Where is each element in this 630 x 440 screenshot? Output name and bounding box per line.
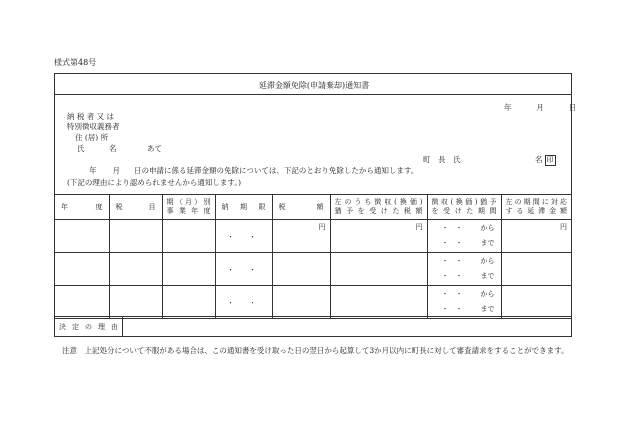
cell-period[interactable] xyxy=(162,253,215,286)
table-row xyxy=(55,220,571,253)
note-text: 上記処分について不服がある場合は、この通知書を受け取った日の翌日から起算して3か月以内に町長に対して審査請求をすることができます。 xyxy=(84,346,569,355)
yen-unit: 円 xyxy=(415,223,423,231)
date-day: 日 xyxy=(568,103,577,112)
form-number: 様式第48号 xyxy=(54,58,97,67)
seal-stamp: 印 xyxy=(546,156,554,164)
address-label: 住 (居) 所 xyxy=(75,133,109,142)
from-dots: ・ ・ xyxy=(441,224,463,232)
cell-period[interactable] xyxy=(162,220,215,253)
from-label: から xyxy=(480,224,495,232)
to-label: まで xyxy=(480,305,495,313)
cell-exempt-amount[interactable] xyxy=(501,286,571,319)
addressee-line1: 納 税 者 又 は xyxy=(67,112,115,121)
cell-period[interactable] xyxy=(162,286,215,319)
date-line xyxy=(504,102,576,113)
to-label: まで xyxy=(480,272,495,280)
decision-reason-row xyxy=(55,316,571,337)
cell-due[interactable] xyxy=(215,253,272,286)
header-year: 年 度 xyxy=(55,195,109,220)
to-dots: ・ ・ xyxy=(441,272,463,280)
cell-amount[interactable] xyxy=(272,286,330,319)
notice-form xyxy=(54,73,577,337)
body-text xyxy=(89,165,418,176)
decision-reason-label: 決 定 の 理 由 xyxy=(55,317,123,337)
header-amount: 税 額 xyxy=(272,195,330,220)
form-title: 延滞金額免除(申請棄却)通知書 xyxy=(258,81,370,90)
cell-exempt-amount[interactable] xyxy=(501,220,571,253)
yen-unit: 円 xyxy=(560,223,567,231)
header-period: 期（月）別 事業年度 xyxy=(162,195,215,220)
cell-granted-amount[interactable] xyxy=(330,286,427,319)
due-date-dots: ・ ・ xyxy=(227,233,260,241)
header-exempt-amount: 左の期間に対応 する延滞金額 xyxy=(501,195,571,220)
issuer-name xyxy=(535,154,556,166)
to-dots: ・ ・ xyxy=(441,305,463,313)
issuer-town-chief: 町 長 氏 xyxy=(423,155,461,164)
from-dots: ・ ・ xyxy=(441,257,463,265)
cell-item[interactable] xyxy=(109,253,162,286)
cell-granted-period[interactable] xyxy=(427,253,501,286)
name-label-a: 氏 xyxy=(77,144,85,153)
cell-year[interactable] xyxy=(55,220,109,253)
cell-granted-period[interactable] xyxy=(427,286,501,319)
header-item: 税 目 xyxy=(109,195,162,220)
table-row xyxy=(55,286,571,319)
from-label: から xyxy=(480,290,495,298)
from-label: から xyxy=(480,257,495,265)
note xyxy=(62,343,578,358)
header-granted-period: 徴収(換価)猶予 を受けた期間 xyxy=(427,195,501,220)
cell-granted-period[interactable] xyxy=(427,220,501,253)
cell-item[interactable] xyxy=(109,220,162,253)
due-date-dots: ・ ・ xyxy=(227,266,260,274)
cell-year[interactable] xyxy=(55,286,109,319)
cell-item[interactable] xyxy=(109,286,162,319)
table-header-row xyxy=(55,195,571,220)
body-text-month: 月 xyxy=(112,166,120,175)
cell-year[interactable] xyxy=(55,253,109,286)
cell-due[interactable] xyxy=(215,220,272,253)
issuer-name-char: 名 xyxy=(535,155,543,164)
cell-granted-amount[interactable] xyxy=(330,220,427,253)
cell-granted-amount[interactable] xyxy=(330,253,427,286)
cell-due[interactable] xyxy=(215,286,272,319)
body-text-year: 年 xyxy=(89,166,97,175)
date-year: 年 xyxy=(504,103,512,112)
title-divider xyxy=(55,94,571,95)
cell-exempt-amount[interactable] xyxy=(501,253,571,286)
name-label-b: 名 xyxy=(109,144,117,153)
cell-amount[interactable] xyxy=(272,253,330,286)
yen-unit: 円 xyxy=(318,223,326,231)
header-granted-amount: 左のうち徴収(換価) 猶予を受けた税額 xyxy=(330,195,427,220)
due-date-dots: ・ ・ xyxy=(227,299,260,307)
header-due: 納 期 限 xyxy=(215,195,272,220)
note-label: 注意 xyxy=(62,346,77,355)
cell-amount[interactable] xyxy=(272,220,330,253)
tax-table xyxy=(55,194,571,319)
ate-label: あて xyxy=(147,144,162,153)
date-month: 月 xyxy=(536,103,544,112)
table-row xyxy=(55,253,571,286)
from-dots: ・ ・ xyxy=(441,290,463,298)
body-text-alt: (下記の理由により認められませんから通知します。) xyxy=(67,178,242,187)
to-dots: ・ ・ xyxy=(441,239,463,247)
body-text-rest: 日の申請に係る延滞金額の免除については、下記のとおり免除したから通知します。 xyxy=(134,166,419,175)
to-label: まで xyxy=(480,239,495,247)
addressee-line2: 特別徴収義務者 xyxy=(67,122,120,131)
